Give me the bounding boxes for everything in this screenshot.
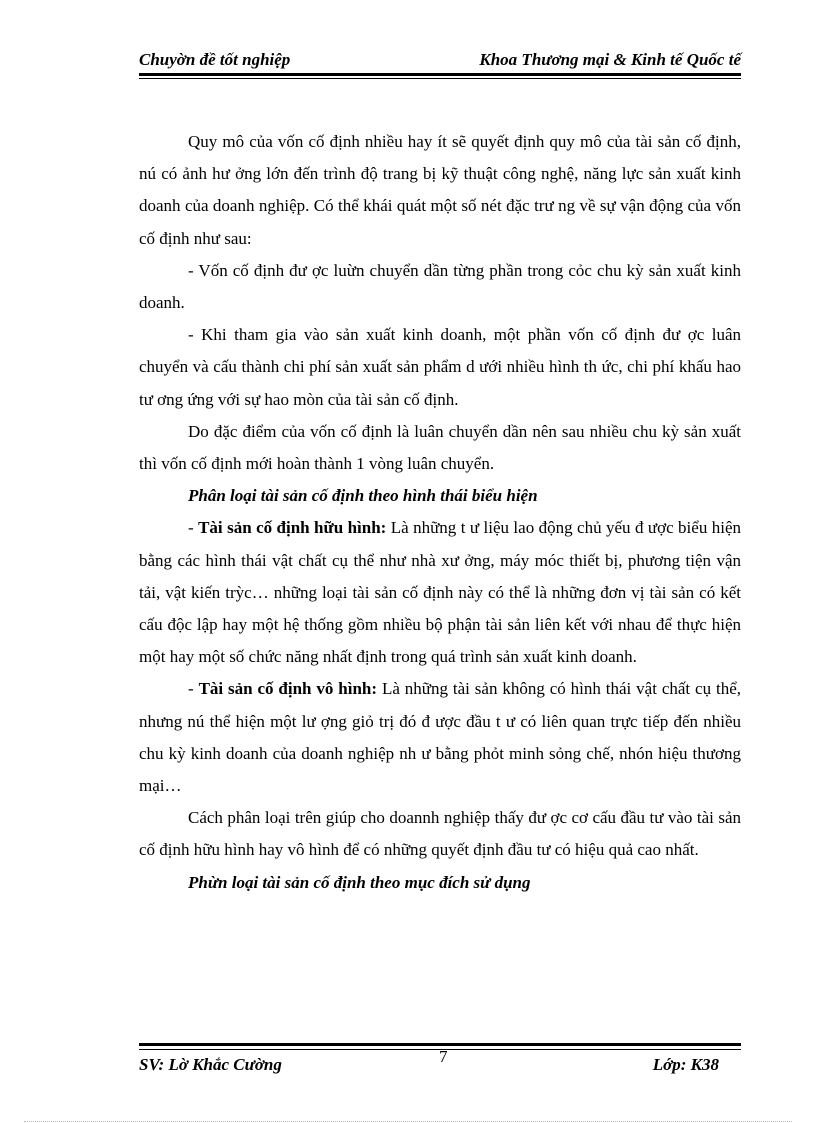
paragraph-7: Cách phân loại trên giúp cho doannh nghiệp thấy đư ợc cơ cấu đầu tư vào tài sản cố định hữu hình hay vô hình để có những quyết định đầu tư có hiệu quả cao nhất. [139,808,741,860]
page-header [139,46,741,76]
page-footer [139,1043,741,1083]
footer-student-name: SV: Lờ Khắc Cường [139,1055,282,1074]
footer-class: Lớp: K38 [652,1055,719,1074]
paragraph-5 [139,512,741,673]
paragraph-1: Quy mô của vốn cố định nhiều hay ít sẽ quyết định quy mô của tài sản cố định, nú có ảnh hư ởng lớn đến trình độ trang bị kỹ thuật công nghệ, năng lực sản xuất kinh doanh của doanh nghiệp. Có thể khái quát một số nét đặc trư ng về sự vận động của vốn cố định như sau: [139,132,741,248]
header-rule-thin [139,78,741,79]
paragraph-5-prefix: - [188,518,199,538]
footer-rule-thick [139,1043,741,1046]
header-rule-thick [139,73,741,76]
page-number: 7 [439,1047,448,1066]
section-heading-1: Phân loại tài sản cố định theo hình thái biểu hiện [188,486,538,506]
paragraph-6-term: Tài sản cố định vô hình: [198,679,378,699]
paragraph-6 [139,673,741,802]
body-text [139,126,741,899]
paragraph-5-term: Tài sản cố định hữu hình: [198,518,387,538]
paragraph-6-text: Là những tài sản không có hình thái vật chất cụ thể, nhưng nú thể hiện một lư ợng giỏ trị đó đ ược đầu t ư có liên quan trực tiếp đến nhiều chu kỳ kinh doanh của doanh nghiệp nh ư bằng phỏt minh sỏng chế, nhón hiệu thương mại… [139,679,742,796]
paragraph-2: - Vốn cố định đư ợc luừn chuyển dần từng phần trong cỏc chu kỳ sản xuất kinh doanh. [139,260,741,313]
paragraph-6-prefix: - [188,679,199,699]
paragraph-5-text: Là những t ư liệu lao động chủ yếu đ ược biểu hiện bằng các hình thái vật chất cụ thể như nhà xư ởng, máy móc thiết bị, phương tiện vận tải, vật kiến trỳc… những loại tài sản cố định này có thể là những đơn vị tài sản có kết cấu độc lập hay một hệ thống gồm nhiều bộ phận tài sản liên kết với nhau để thực hiện một hay một số chức năng nhất định trong quá trình sản xuất kinh doanh. [139,518,742,667]
header-left-title: Chuyờn đề tốt nghiệp [139,50,291,69]
paragraph-3: - Khi tham gia vào sản xuất kinh doanh, một phần vốn cố định đư ợc luân chuyển và cấu thành chi phí sản xuất sản phẩm d ưới nhiều hình th ức, chi phí khấu hao tư ơng ứng với sự hao mòn của tài sản cố định. [139,325,741,409]
header-right-title: Khoa Thương mại & Kinh tế Quốc tế [479,50,741,69]
paragraph-4: Do đặc điểm của vốn cố định là luân chuyển dần nên sau nhiều chu kỳ sản xuất thì vốn cố định mới hoàn thành 1 vòng luân chuyển. [139,421,741,474]
page-bottom-dotted-line [24,1121,792,1122]
section-heading-2: Phừn loại tài sản cố định theo mục đích sử dụng [188,872,531,892]
